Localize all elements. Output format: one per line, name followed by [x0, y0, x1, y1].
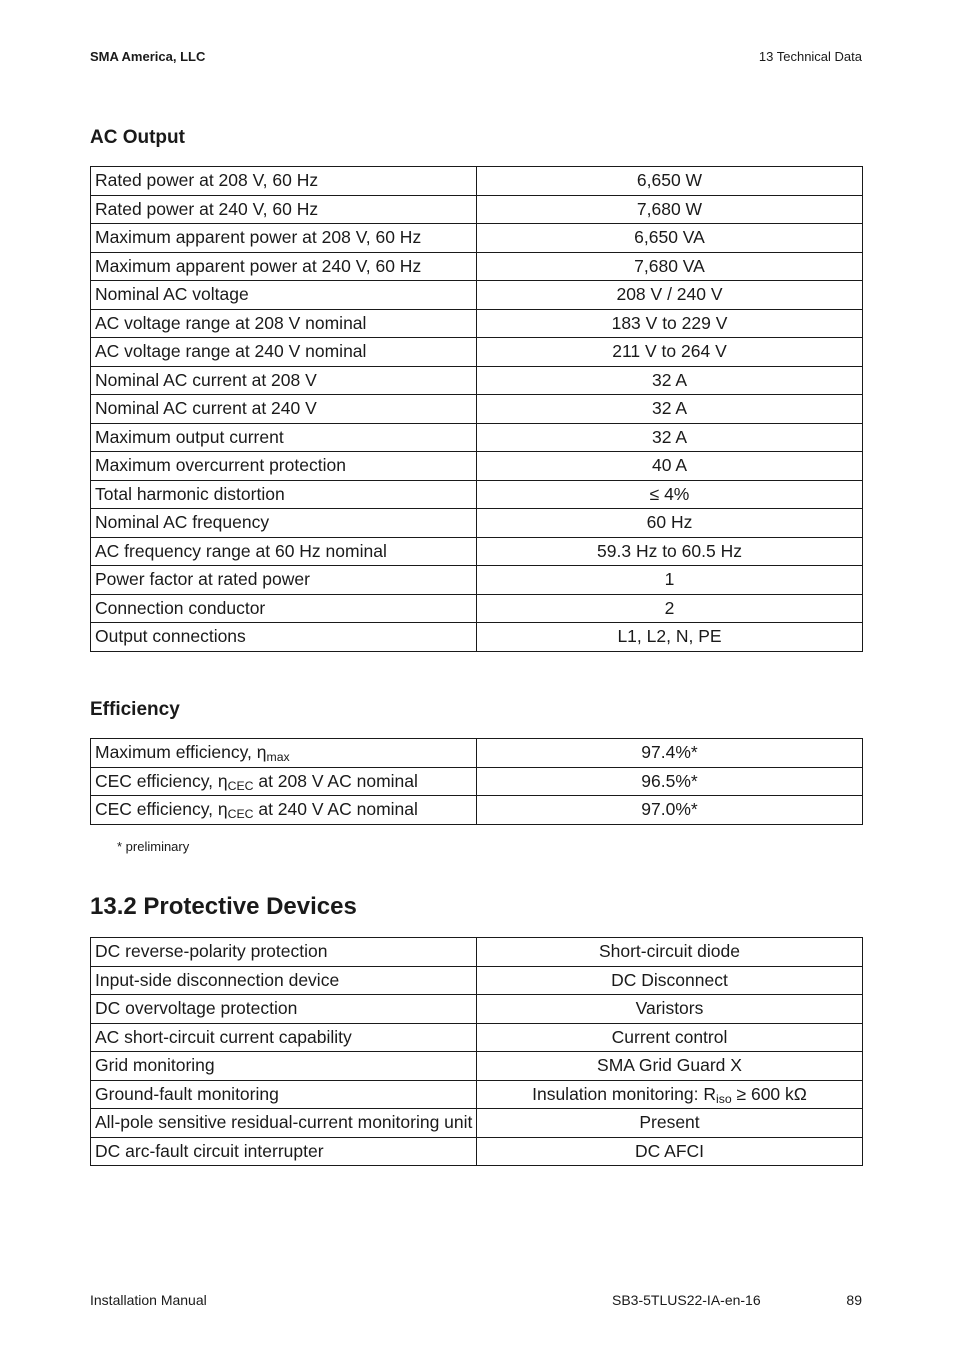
footnote: * preliminary — [117, 839, 190, 854]
spec-value: L1, L2, N, PE — [477, 623, 863, 652]
spec-label: Nominal AC voltage — [91, 281, 477, 310]
spec-label-suffix: at 240 V AC nominal — [253, 799, 418, 820]
footer-doc-id: SB3-5TLUS22-IA-en-16 — [612, 1292, 761, 1308]
table-row — [91, 623, 863, 652]
spec-label: Rated power at 240 V, 60 Hz — [91, 195, 477, 224]
spec-value — [477, 1080, 863, 1109]
spec-label: Power factor at rated power — [91, 566, 477, 595]
spec-label-subscript: max — [266, 750, 290, 765]
spec-label: AC short-circuit current capability — [91, 1023, 477, 1052]
protective-devices-table — [90, 937, 863, 1166]
spec-label: All-pole sensitive residual-current monitoring unit — [91, 1109, 477, 1138]
table-row — [91, 366, 863, 395]
spec-value-suffix: ≥ 600 kΩ — [731, 1083, 807, 1104]
spec-value: 40 A — [477, 452, 863, 481]
spec-label: Maximum overcurrent protection — [91, 452, 477, 481]
spec-label — [91, 767, 477, 796]
spec-value: DC Disconnect — [477, 966, 863, 995]
spec-label: Connection conductor — [91, 594, 477, 623]
table-row — [91, 938, 863, 967]
spec-label: Maximum output current — [91, 423, 477, 452]
table-row — [91, 1023, 863, 1052]
spec-value: 32 A — [477, 423, 863, 452]
spec-label — [91, 739, 477, 768]
spec-value: 97.0%* — [477, 796, 863, 825]
spec-value: 60 Hz — [477, 509, 863, 538]
spec-label: AC frequency range at 60 Hz nominal — [91, 537, 477, 566]
spec-value: 2 — [477, 594, 863, 623]
table-row — [91, 1137, 863, 1166]
spec-value: ≤ 4% — [477, 480, 863, 509]
table-row — [91, 167, 863, 196]
spec-label: Output connections — [91, 623, 477, 652]
table-row — [91, 309, 863, 338]
spec-label-text: CEC efficiency, η — [95, 770, 228, 791]
spec-label-subscript: CEC — [227, 778, 254, 793]
spec-label: Nominal AC frequency — [91, 509, 477, 538]
spec-value: 7,680 W — [477, 195, 863, 224]
spec-label — [91, 796, 477, 825]
spec-value: 7,680 VA — [477, 252, 863, 281]
spec-value: 6,650 VA — [477, 224, 863, 253]
spec-label: Grid monitoring — [91, 1052, 477, 1081]
spec-label: DC overvoltage protection — [91, 995, 477, 1024]
table-row — [91, 566, 863, 595]
spec-value: 32 A — [477, 366, 863, 395]
spec-value: 6,650 W — [477, 167, 863, 196]
spec-label: DC reverse-polarity protection — [91, 938, 477, 967]
footer-manual-title: Installation Manual — [90, 1292, 207, 1308]
spec-label-suffix: at 208 V AC nominal — [253, 770, 418, 791]
spec-label-text: Maximum efficiency, η — [95, 742, 267, 763]
table-row — [91, 281, 863, 310]
efficiency-heading: Efficiency — [90, 699, 180, 720]
spec-value: SMA Grid Guard X — [477, 1052, 863, 1081]
spec-value-text: Insulation monitoring: R — [532, 1083, 716, 1104]
protective-devices-heading: 13.2 Protective Devices — [90, 893, 357, 920]
spec-label: Maximum apparent power at 208 V, 60 Hz — [91, 224, 477, 253]
spec-label: Maximum apparent power at 240 V, 60 Hz — [91, 252, 477, 281]
spec-label: Nominal AC current at 208 V — [91, 366, 477, 395]
spec-label-subscript: CEC — [227, 807, 254, 822]
spec-value: 96.5%* — [477, 767, 863, 796]
table-row — [91, 480, 863, 509]
table-row — [91, 1109, 863, 1138]
table-row — [91, 537, 863, 566]
spec-value: Current control — [477, 1023, 863, 1052]
table-row — [91, 1052, 863, 1081]
ac-output-heading: AC Output — [90, 127, 185, 148]
table-row — [91, 1080, 863, 1109]
table-row — [91, 796, 863, 825]
spec-label: AC voltage range at 240 V nominal — [91, 338, 477, 367]
spec-value: DC AFCI — [477, 1137, 863, 1166]
spec-value: 59.3 Hz to 60.5 Hz — [477, 537, 863, 566]
header-company: SMA America, LLC — [90, 49, 206, 64]
table-row — [91, 767, 863, 796]
table-row — [91, 509, 863, 538]
spec-value: 1 — [477, 566, 863, 595]
spec-label: Input-side disconnection device — [91, 966, 477, 995]
spec-label: DC arc-fault circuit interrupter — [91, 1137, 477, 1166]
spec-value: Short-circuit diode — [477, 938, 863, 967]
spec-value: Present — [477, 1109, 863, 1138]
table-row — [91, 594, 863, 623]
spec-label: Ground-fault monitoring — [91, 1080, 477, 1109]
spec-value: Varistors — [477, 995, 863, 1024]
spec-label: Total harmonic distortion — [91, 480, 477, 509]
table-row — [91, 338, 863, 367]
spec-label: Nominal AC current at 240 V — [91, 395, 477, 424]
ac-output-table — [90, 166, 863, 652]
table-row — [91, 995, 863, 1024]
spec-value: 183 V to 229 V — [477, 309, 863, 338]
spec-value: 32 A — [477, 395, 863, 424]
table-row — [91, 739, 863, 768]
table-row — [91, 224, 863, 253]
table-row — [91, 195, 863, 224]
spec-label: AC voltage range at 208 V nominal — [91, 309, 477, 338]
spec-value: 97.4%* — [477, 739, 863, 768]
spec-value: 208 V / 240 V — [477, 281, 863, 310]
table-row — [91, 423, 863, 452]
spec-value-subscript: iso — [715, 1091, 732, 1106]
table-row — [91, 452, 863, 481]
table-row — [91, 252, 863, 281]
table-row — [91, 966, 863, 995]
table-row — [91, 395, 863, 424]
efficiency-table — [90, 738, 863, 825]
footer-page-number: 89 — [846, 1292, 862, 1308]
spec-label-text: CEC efficiency, η — [95, 799, 228, 820]
spec-label: Rated power at 208 V, 60 Hz — [91, 167, 477, 196]
header-chapter: 13 Technical Data — [758, 49, 862, 64]
spec-value: 211 V to 264 V — [477, 338, 863, 367]
